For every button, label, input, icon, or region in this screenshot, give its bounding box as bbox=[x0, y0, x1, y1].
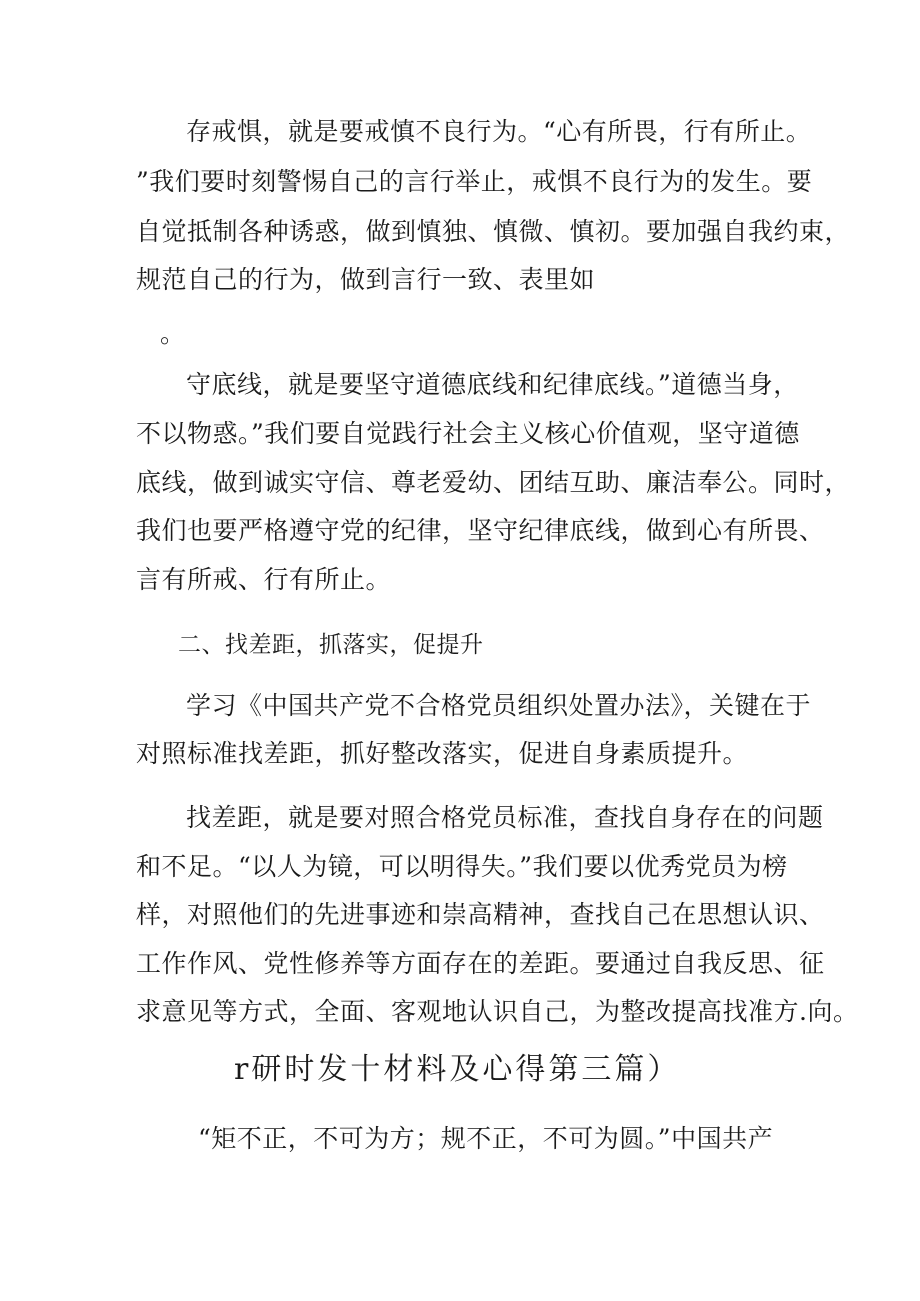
paragraph-2-line-3: 底线，做到诚实守信、尊老爱幼、团结互助、廉洁奉公。同时， bbox=[136, 468, 851, 497]
paragraph-1-line-2: ”我们要时刻警惕自己的言行举止，戒惧不良行为的发生。要 bbox=[136, 167, 813, 196]
paragraph-1-line-1: 存戒惧，就是要戒慎不良行为。“心有所畏，行有所止。 bbox=[186, 117, 812, 146]
paragraph-4-line-2: 和不足。“以人为镜，可以明得失。”我们要以优秀党员为榜 bbox=[136, 852, 788, 881]
paragraph-4-line-5: 求意见等方式，全面、客观地认识自己，为整改提高找准方.向。 bbox=[136, 997, 859, 1026]
paragraph-2-line-2: 不以物惑。”我们要自觉践行社会主义核心价值观，坚守道德 bbox=[136, 419, 800, 448]
paragraph-3-line-1: 学习《中国共产党不合格党员组织处置办法》，关键在于 bbox=[186, 691, 812, 720]
paragraph-5-line-1: “矩不正，不可为方；规不正，不可为圆。”中国共产 bbox=[198, 1124, 774, 1153]
paragraph-1-line-3: 自觉抵制各种诱惑，做到慎独、慎微、慎初。要加强自我约束， bbox=[136, 217, 851, 246]
section-title: r研时发十材料及心得第三篇） bbox=[234, 1052, 681, 1087]
paragraph-3-line-2: 对照标准找差距，抓好整改落实，促进自身素质提升。 bbox=[136, 739, 749, 768]
stray-period: 。 bbox=[160, 319, 186, 348]
section-heading-2: 二、找差距，抓落实，促提升 bbox=[178, 632, 484, 658]
paragraph-4-line-4: 工作作风、党性修养等方面存在的差距。要通过自我反思、征 bbox=[136, 949, 825, 978]
paragraph-2-line-4: 我们也要严格遵守党的纪律，坚守纪律底线，做到心有所畏、 bbox=[136, 516, 825, 545]
paragraph-4-line-3: 样，对照他们的先进事迹和崇高精神，查找自己在思想认识、 bbox=[136, 900, 825, 929]
paragraph-1-line-4: 规范自己的行为，做到言行一致、表里如 bbox=[136, 265, 596, 294]
paragraph-4-line-1: 找差距，就是要对照合格党员标准，查找自身存在的问题 bbox=[186, 803, 824, 832]
paragraph-2-line-1: 守底线，就是要坚守道德底线和纪律底线。”道德当身， bbox=[186, 370, 799, 399]
paragraph-2-line-5: 言有所戒、行有所止。 bbox=[136, 565, 392, 594]
